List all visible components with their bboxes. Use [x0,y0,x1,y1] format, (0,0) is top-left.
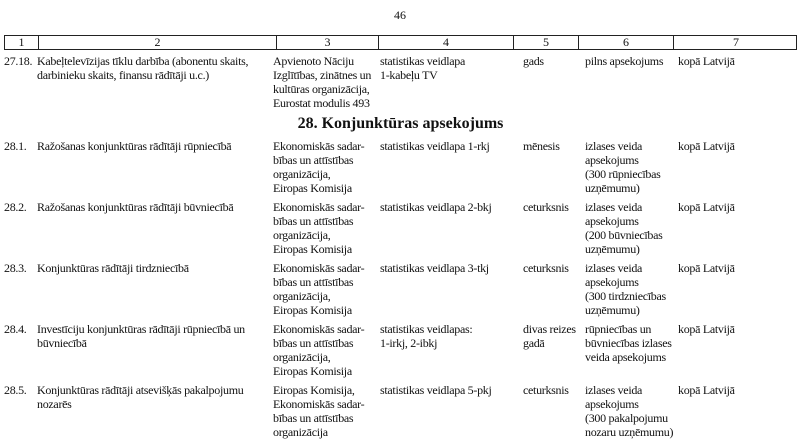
indicator: Konjunktūras rādītāji tirdzniecībā [37,261,189,275]
row-number: 28.2. [4,200,27,214]
section-rows [4,139,797,439]
territory: kopā Latvijā [678,322,735,336]
form: statistikas veidlapa 1-kabeļu TV [380,54,465,82]
period: ceturksnis [523,383,569,397]
source: Ekonomiskās sadar- bības un attīstības organizācija, Eiropas Komisija [273,200,365,256]
territory: kopā Latvijā [678,200,735,214]
source: Eiropas Komisija, Ekonomiskās sadar- bības un attīstības organizācija [273,383,365,439]
period: divas reizes gadā [523,322,576,350]
form: statistikas veidlapa 5-pkj [380,383,492,397]
coverage: izlases veida apsekojums (300 pakalpojumu nozaru uzņēmumu) [585,383,674,439]
period: ceturksnis [523,261,569,275]
period: gads [523,54,544,68]
territory: kopā Latvijā [678,139,735,153]
column-header: 6 [578,36,673,49]
table-row [4,54,797,110]
territory: kopā Latvijā [678,383,735,397]
table-row [4,139,797,195]
column-header: 5 [513,36,578,49]
column-header: 2 [38,36,276,49]
form: statistikas veidlapa 3-tkj [380,261,489,275]
coverage: izlases veida apsekojums (300 tirdzniecības uzņēmumu) [585,261,666,317]
table-row [4,200,797,256]
column-header: 4 [378,36,513,49]
indicator: Ražošanas konjunktūras rādītāji rūpniecībā [37,139,232,153]
form: statistikas veidlapa 1-rkj [380,139,490,153]
form: statistikas veidlapas: 1-irkj, 2-ibkj [380,322,473,350]
row-number: 28.1. [4,139,27,153]
territory: kopā Latvijā [678,54,735,68]
table-header [4,35,797,50]
source: Ekonomiskās sadar- bības un attīstības organizācija, Eiropas Komisija [273,261,365,317]
territory: kopā Latvijā [678,261,735,275]
indicator: Investīciju konjunktūras rādītāji rūpniecībā un būvniecībā [37,322,245,350]
form: statistikas veidlapa 2-bkj [380,200,492,214]
coverage: izlases veida apsekojums (300 rūpniecības uzņēmumu) [585,139,661,195]
source: Apvienoto Nāciju Izglītības, zinātnes un kultūras organizācija, Eurostat modulis 493 [273,54,372,110]
source: Ekonomiskās sadar- bības un attīstības organizācija, Eiropas Komisija [273,139,365,195]
column-header: 1 [18,35,25,49]
row-number: 28.3. [4,261,27,275]
table-row [4,322,797,378]
row-number: 28.4. [4,322,27,336]
column-header: 3 [276,36,378,49]
page-number: 46 [394,8,406,22]
indicator: Kabeļtelevīzijas tīklu darbība (abonentu skaits, darbinieku skaits, finansu rādītāji u.c.) [37,54,249,82]
source: Ekonomiskās sadar- bības un attīstības organizācija, Eiropas Komisija [273,322,365,378]
period: mēnesis [523,139,560,153]
table-body [4,54,797,444]
coverage: pilns apsekojums [585,54,664,68]
table-row [4,383,797,439]
indicator: Konjunktūras rādītāji atsevišķās pakalpojumu nozarēs [37,383,244,411]
coverage: izlases veida apsekojums (200 būvniecības uzņēmumu) [585,200,663,256]
period: ceturksnis [523,200,569,214]
coverage: rūpniecības un būvniecības izlases veida apsekojums [585,322,672,364]
column-header: 7 [673,36,798,49]
table-row [4,261,797,317]
row-number: 27.18. [4,54,33,68]
section-title: 28. Konjunktūras apsekojums [297,115,504,132]
row-number: 28.5. [4,383,27,397]
indicator: Ražošanas konjunktūras rādītāji būvniecībā [37,200,234,214]
